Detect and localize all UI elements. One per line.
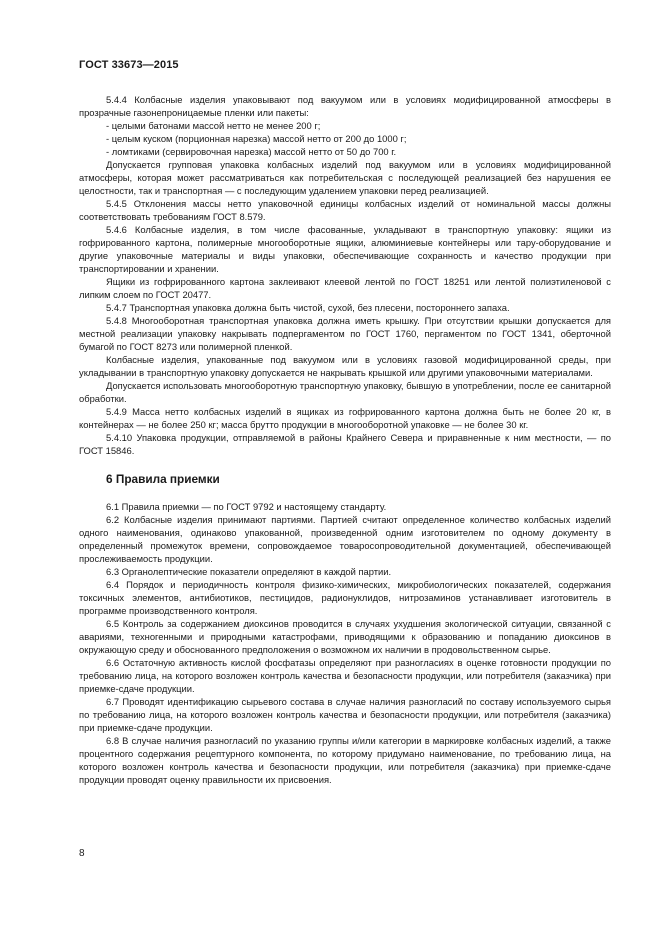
page-number: 8 [79, 848, 85, 859]
section-6-paragraphs [79, 500, 611, 786]
paragraph: 6.6 Остаточную активность кислой фосфатазы определяют при разногласиях в оценке готовности продукции по требованию лица, на которого возложен контроль качества и безопасности продукции, или потребителя (заказчика) при приемке-сдаче продукции. [79, 657, 611, 694]
paragraph: Колбасные изделия, упакованные под вакуумом или в условиях газовой модифицированной среды, при укладывании в транспортную упаковку допускается не накрывать крышкой или другими упаковочными материалами. [79, 354, 611, 378]
paragraph: 5.4.10 Упаковка продукции, отправляемой в районы Крайнего Севера и приравненные к ним местности, — по ГОСТ 15846. [79, 432, 611, 456]
document-body [79, 93, 611, 786]
document-header: ГОСТ 33673—2015 [79, 59, 179, 71]
paragraph: 5.4.8 Многооборотная транспортная упаковка должна иметь крышку. При отсутствии крышки допускается для местной реализации упаковку накрывать подпергаментом по ГОСТ 1760, пергаментом по ГОСТ 1341, оберточной бумагой по ГОСТ 8273 или полимерной пленкой. [79, 315, 611, 352]
paragraph: 6.7 Проводят идентификацию сырьевого состава в случае наличия разногласий по составу используемого сырья по требованию лица, на которого возложен контроль качества и безопасности продукции, или потребителя (заказчика) при приемке-сдаче продукции. [79, 696, 611, 733]
paragraph: 6.2 Колбасные изделия принимают партиями. Партией считают определенное количество колбасных изделий одного наименования, одинаково упакованной, произведенной одним изготовителем по одному документу в определенный промежуток времени, сопровождаемое товаросопроводительной документацией, обеспечивающей прослеживаемость продукции. [79, 514, 611, 564]
paragraph: 5.4.9 Масса нетто колбасных изделий в ящиках из гофрированного картона должна быть не более 20 кг, в контейнерах — не более 250 кг; масса брутто продукции в многооборотной упаковке — не более 30 кг. [79, 406, 611, 430]
paragraph: 5.4.7 Транспортная упаковка должна быть чистой, сухой, без плесени, постороннего запаха. [106, 302, 510, 313]
section-title: 6 Правила приемки [106, 472, 220, 486]
list-item: - целым куском (порционная нарезка) массой нетто от 200 до 1000 г; [106, 133, 407, 144]
paragraph: 6.5 Контроль за содержанием диоксинов проводится в случаях ухудшения экологической ситуации, связанной с авариями, техногенными и природными катастрофами, приводящими к образованию и попаданию диоксинов в окружающую среду и обоснованного предположения о возможном их наличии в продовольственном сырье. [79, 618, 611, 655]
paragraph: 6.3 Органолептические показатели определяют в каждой партии. [106, 566, 392, 577]
paragraph: Ящики из гофрированного картона заклеивают клеевой лентой по ГОСТ 18251 или лентой полиэтиленовой с липким слоем по ГОСТ 20477. [79, 276, 611, 300]
paragraph: 6.1 Правила приемки — по ГОСТ 9792 и настоящему стандарту. [106, 501, 387, 512]
section-5-4-paragraphs [79, 93, 611, 457]
paragraph: 6.4 Порядок и периодичность контроля физико-химических, микробиологических показателей, содержания токсичных элементов, антибиотиков, пестицидов, радионуклидов, нитрозаминов устанавливает изготовитель в программе производственного контроля. [79, 579, 611, 616]
list-item: - ломтиками (сервировочная нарезка) массой нетто от 50 до 700 г. [106, 146, 397, 157]
paragraph: 5.4.4 Колбасные изделия упаковывают под вакуумом или в условиях модифицированной атмосферы в прозрачные газонепроницаемые пленки или пакеты: [79, 94, 611, 118]
paragraph: Допускается групповая упаковка колбасных изделий под вакуумом или в условиях модифицированной атмосферы, которая может рассматриваться как потребительская с последующей реализацией без нарушения ее целостности, так и транспортная — с последующим удалением упаковки перед реализацией. [79, 159, 611, 196]
paragraph: Допускается использовать многооборотную транспортную упаковку, бывшую в употреблении, после ее санитарной обработки. [79, 380, 611, 404]
paragraph: 5.4.6 Колбасные изделия, в том числе фасованные, укладывают в транспортную упаковку: ящики из гофрированного картона, полимерные многооборотные ящики, алюминиевые контейнеры или тару-оборудование и другие упаковочные материалы и виды упаковки, обеспечивающие сохранность и качество продукции при транспортировании и хранении. [79, 224, 611, 274]
list-item: - целыми батонами массой нетто не менее 200 г; [106, 120, 321, 131]
paragraph: 6.8 В случае наличия разногласий по указанию группы и/или категории в маркировке колбасных изделий, а также процентного содержания рецептурного компонента, по которому придумано наименование, по требованию лица, на которого возложен контроль качества и безопасности продукции, или потребителя (заказчика) при приемке-сдаче продукции проводят оценку правильности их присвоения. [79, 735, 611, 785]
paragraph: 5.4.5 Отклонения массы нетто упаковочной единицы колбасных изделий от номинальной массы должны соответствовать требованиям ГОСТ 8.579. [79, 198, 611, 222]
